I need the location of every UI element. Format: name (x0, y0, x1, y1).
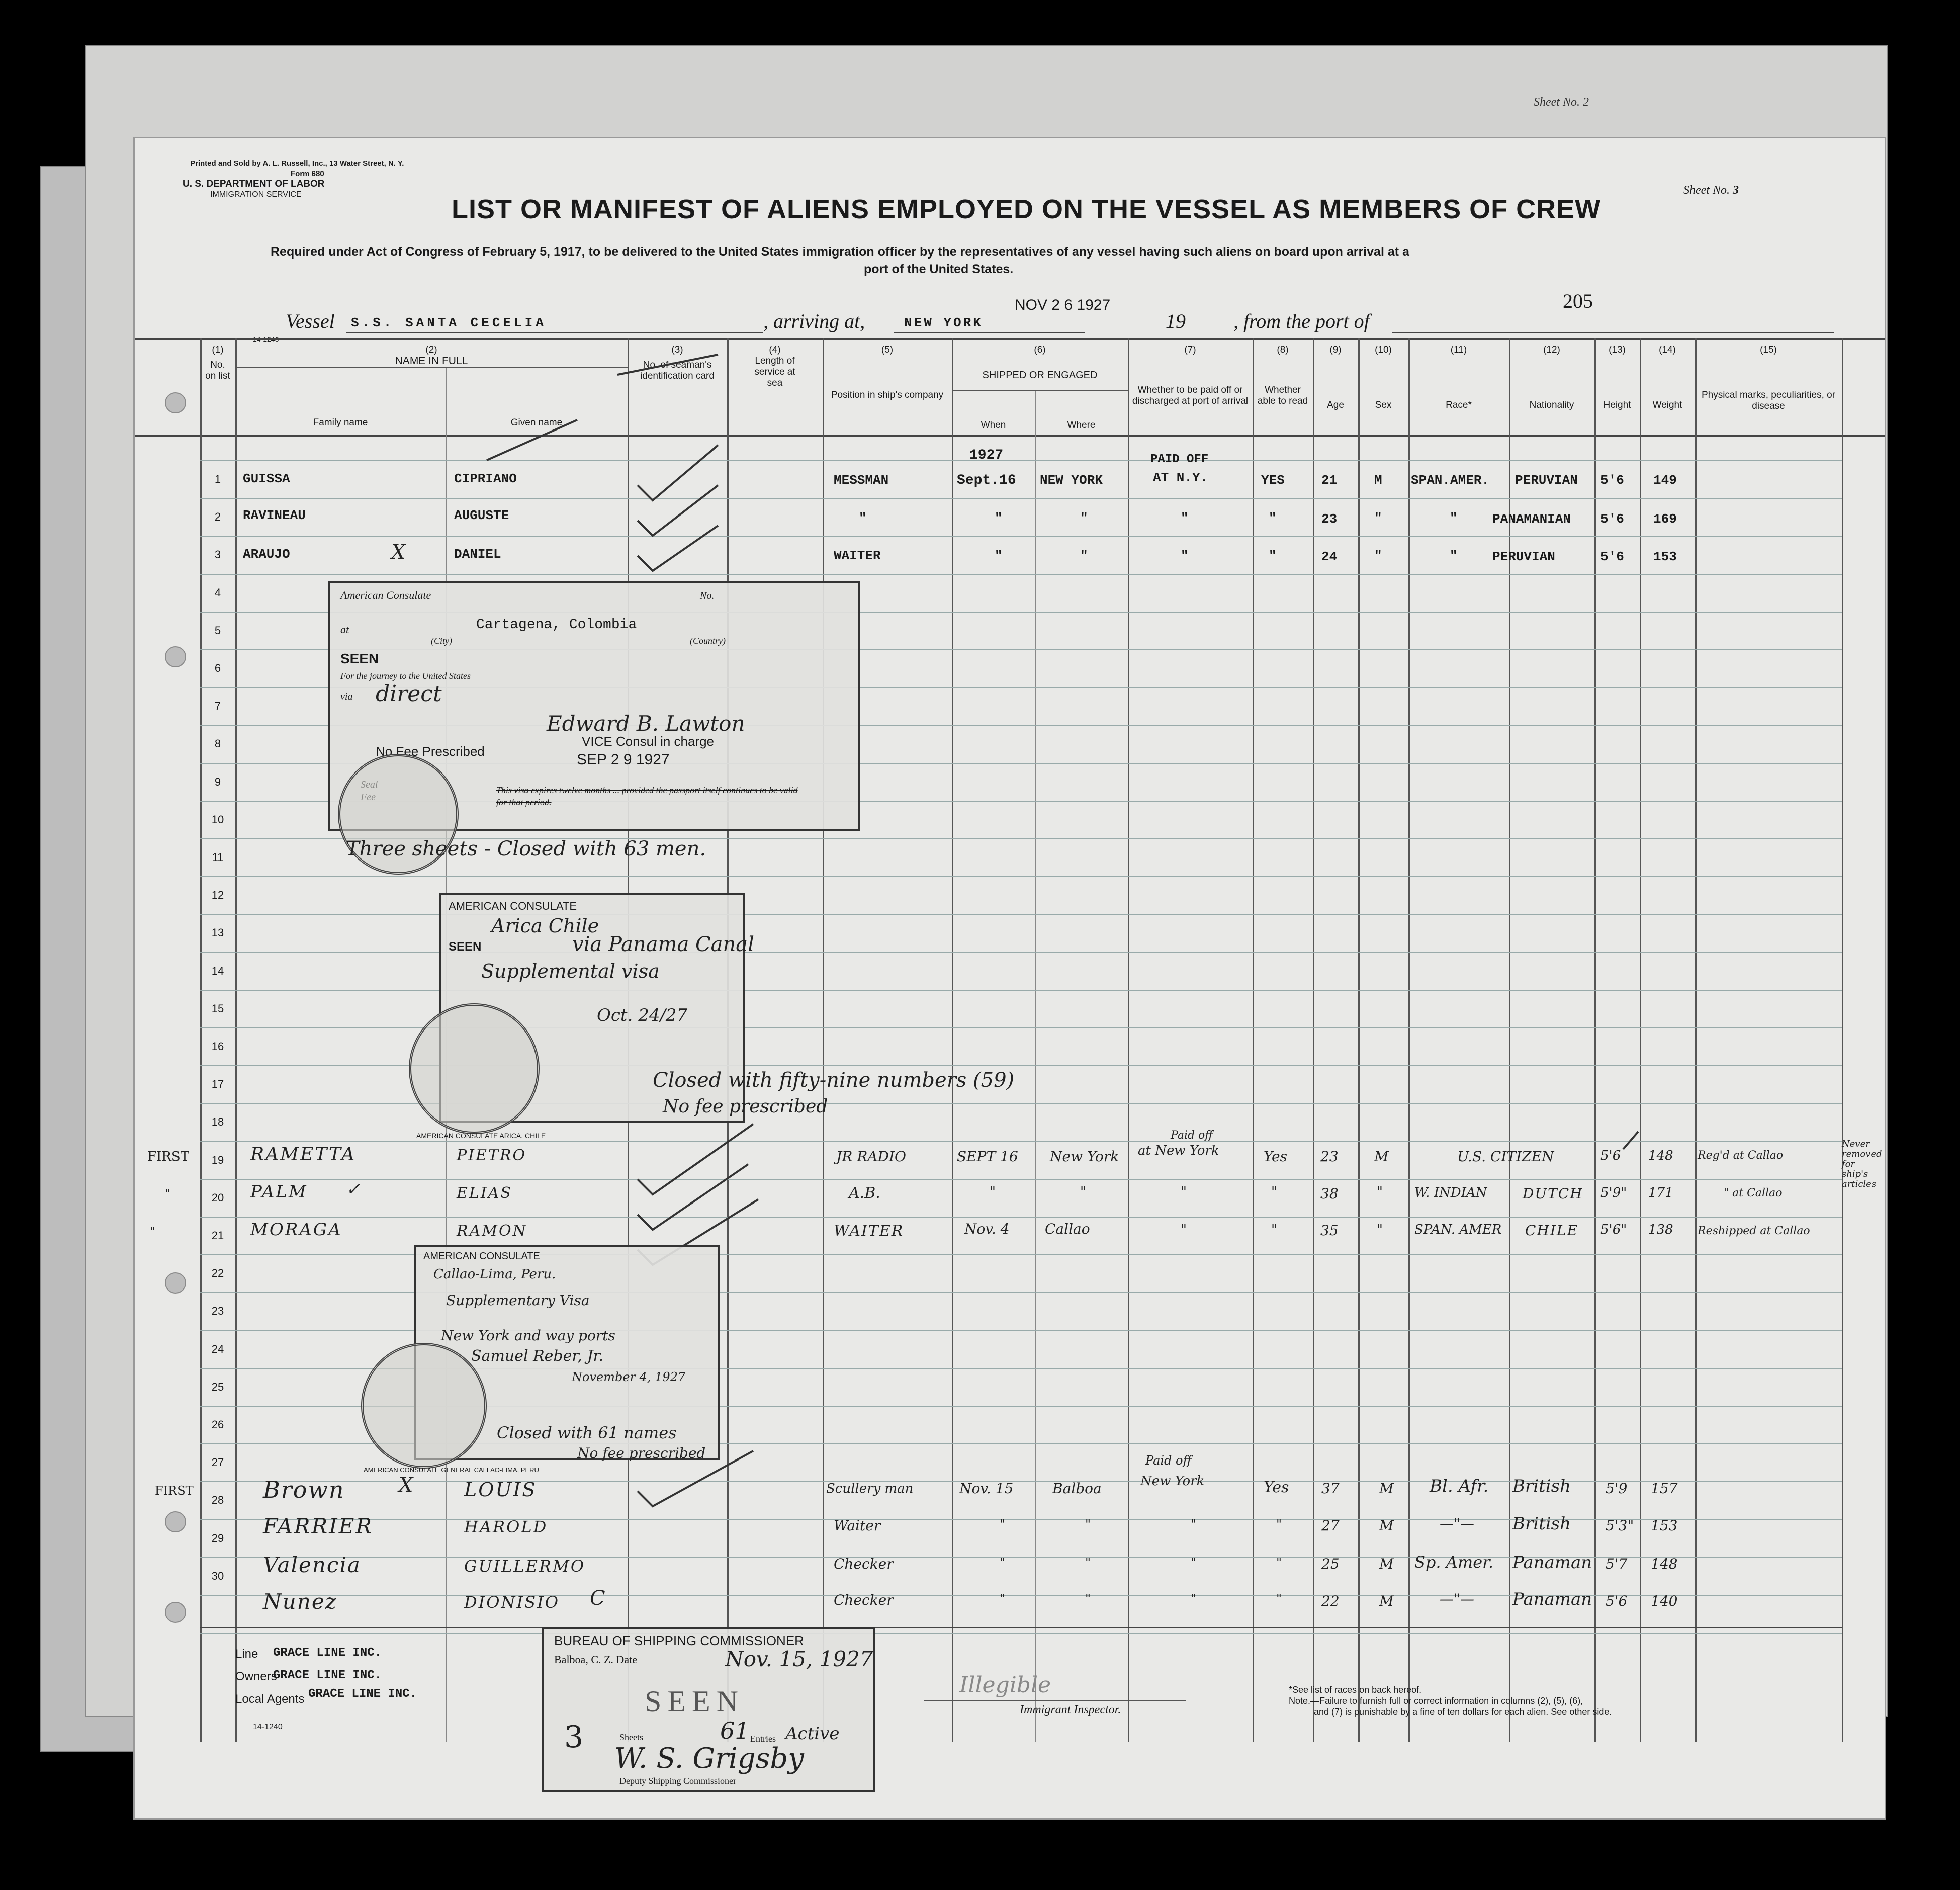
entry-2-race: " (1450, 510, 1458, 526)
entry-21-given: RAMON (457, 1222, 527, 1240)
colhead-height: Height (1603, 400, 1631, 410)
entry-19-class: FIRST (147, 1149, 190, 1164)
entry-28-paid-top: Paid off (1145, 1453, 1192, 1468)
colnum-15: (15) (1760, 345, 1777, 355)
entry-2-nationality: PANAMANIAN (1492, 511, 1571, 527)
consulate-3-seal-text: AMERICAN CONSULATE GENERAL CALLAO-LIMA, PERU (364, 1466, 539, 1474)
entry-1-paid-top: PAID OFF (1150, 453, 1209, 466)
arrival-port: NEW YORK (904, 315, 983, 330)
consulate-1-seen: SEEN (340, 651, 379, 666)
entry-1-height: 5'6 (1600, 473, 1624, 488)
row-number: 2 (214, 510, 221, 523)
subtitle-line-2: port of the United States. (864, 262, 1014, 276)
service-label: IMMIGRATION SERVICE (210, 190, 302, 199)
entry-30-race: Sp. Amer. (1414, 1553, 1494, 1572)
row-number: 12 (211, 889, 224, 901)
consulate-2-seal (409, 1003, 540, 1134)
entry-20-class: " (165, 1187, 171, 1201)
entry-19-remarks: Reg'd at Callao (1698, 1149, 1784, 1162)
entry-20-paid: " (1181, 1184, 1187, 1199)
entry-30-age: 25 (1321, 1556, 1340, 1572)
entry-20-remarks: " at Callao (1724, 1187, 1783, 1199)
entry-29-weight: 153 (1651, 1517, 1678, 1534)
row-number: 9 (214, 776, 221, 788)
consulate-1-fee: No Fee Prescribed (376, 744, 485, 759)
entry-28-when: Nov. 15 (959, 1480, 1014, 1497)
colhead-no-on-list: No. on list (205, 360, 230, 381)
footnote-note: Note.—Failure to furnish full or correct information in columns (2), (5), (6), (1289, 1696, 1583, 1706)
row-number: 26 (211, 1418, 224, 1431)
row-number: 1 (214, 473, 221, 485)
vessel-label: Vessel (286, 310, 335, 332)
footer-owners-value: GRACE LINE INC. (273, 1669, 382, 1682)
row-number: 19 (211, 1154, 224, 1166)
footer-agents-label: Local Agents (235, 1692, 305, 1706)
footer-code: 14-1240 (253, 1723, 283, 1731)
colhead-physical-marks: Physical marks, peculiarities, or disease (1701, 390, 1836, 411)
entry-1-nationality: PERUVIAN (1515, 473, 1578, 488)
year-label: 19 (1166, 310, 1186, 332)
entry-19-age: 23 (1320, 1148, 1339, 1165)
bureau-signature: W. S. Grigsby (614, 1742, 804, 1775)
side-remark: Never removed for ship's articles (1842, 1139, 1882, 1189)
entry-1-paid: AT N.Y. (1153, 470, 1208, 485)
consulate-1-date: SEP 2 9 1927 (577, 751, 670, 768)
colnum-8: (8) (1277, 345, 1289, 355)
row-number: 14 (211, 965, 224, 977)
colhead-given-name: Given name (510, 417, 563, 428)
entry-1-when-year: 1927 (969, 448, 1004, 463)
colhead-where: Where (1067, 420, 1096, 431)
consulate-1-at-label: at (340, 623, 349, 636)
top-sheet-label: Sheet No. 2 (1534, 96, 1589, 109)
entry-28-class: FIRST (155, 1484, 194, 1498)
footer-line-label: Line (235, 1647, 258, 1661)
entry-20-when: " (990, 1184, 996, 1199)
manifest-page (133, 137, 1886, 1820)
entry-21-position: WAITER (834, 1222, 904, 1240)
bureau-sheets: 3 (564, 1720, 584, 1755)
entry-29-read: " (1276, 1517, 1282, 1531)
colhead-position: Position in ship's company (831, 390, 944, 400)
entry-1-race: SPAN.AMER. (1411, 473, 1490, 488)
colnum-11: (11) (1450, 345, 1467, 355)
entry-21-family: MORAGA (250, 1220, 342, 1240)
entry-21-where: Callao (1045, 1221, 1090, 1237)
colnum-9: (9) (1329, 345, 1342, 355)
bureau-entries-label: Entries (750, 1734, 776, 1744)
entry-3-height: 5'6 (1600, 549, 1624, 564)
entry-2-where: " (1080, 510, 1088, 526)
consulate-1-city-label: (City) (431, 636, 452, 646)
entry-30-where: " (1085, 1556, 1091, 1570)
entry-19-when: SEPT 16 (957, 1148, 1018, 1165)
entry-19-read: Yes (1264, 1148, 1287, 1165)
entry-31-read: " (1276, 1592, 1282, 1606)
bureau-seen: SEEN (645, 1685, 744, 1718)
row-number: 28 (211, 1494, 224, 1506)
row-number: 5 (214, 624, 221, 637)
entry-3-nationality: PERUVIAN (1492, 549, 1555, 564)
entry-29-given: HAROLD (464, 1517, 548, 1536)
entry-20-race: W. INDIAN (1414, 1185, 1487, 1200)
entry-20-sex: " (1377, 1184, 1383, 1199)
entry-21-paid: " (1181, 1222, 1187, 1237)
footnote-races: *See list of races on back hereof. (1289, 1685, 1422, 1695)
entry-28-age: 37 (1321, 1480, 1340, 1497)
entry-21-age: 35 (1320, 1222, 1339, 1239)
colhead-age: Age (1327, 400, 1344, 410)
bureau-date: Nov. 15, 1927 (725, 1647, 873, 1671)
entry-21-nationality: CHILE (1525, 1222, 1578, 1239)
entry-1-given: CIPRIANO (454, 471, 517, 486)
consulate-2-via: via Panama Canal (572, 933, 754, 956)
footer-owners-label: Owners (235, 1670, 277, 1683)
entry-21-race: SPAN. AMER (1414, 1222, 1502, 1237)
entry-28-where: Balboa (1052, 1480, 1102, 1497)
colhead-race: Race* (1446, 400, 1472, 410)
entry-1-age: 21 (1321, 473, 1338, 488)
entry-21-read: " (1271, 1222, 1277, 1237)
entry-31-sex: M (1379, 1593, 1394, 1609)
entry-1-read: YES (1261, 473, 1285, 488)
entry-3-read: " (1269, 548, 1277, 563)
consulate-3-signature: Samuel Reber, Jr. (471, 1347, 604, 1365)
consulate-3-place: Callao-Lima, Peru. (433, 1267, 556, 1282)
note-three-sheets: Three sheets - Closed with 63 men. (346, 837, 706, 861)
entry-3-when: " (995, 548, 1003, 563)
vessel-name: S.S. SANTA CECELIA (351, 315, 547, 330)
entry-31-paid: " (1191, 1592, 1197, 1606)
consulate-3-closing: Closed with 61 names (497, 1423, 677, 1442)
entry-2-age: 23 (1321, 511, 1338, 527)
colhead-able-to-read: Whether able to read (1257, 385, 1308, 406)
consulate-2-seen: SEEN (449, 940, 482, 954)
row-number: 17 (211, 1078, 224, 1090)
row-number: 16 (211, 1040, 224, 1053)
arriving-label: , arriving at, (763, 310, 865, 332)
row-number: 15 (211, 1002, 224, 1015)
entry-3-weight: 153 (1653, 549, 1677, 564)
entry-19-given: PIETRO (457, 1147, 527, 1164)
consulate-1-country-label: (Country) (690, 636, 726, 646)
entry-21-remarks: Reshipped at Callao (1698, 1225, 1810, 1237)
colhead-paid-off: Whether to be paid off or discharged at port of arrival (1132, 385, 1249, 406)
entry-3-where: " (1080, 548, 1088, 563)
entry-30-read: " (1276, 1556, 1282, 1570)
department-label: U. S. DEPARTMENT OF LABOR (183, 179, 325, 189)
bureau-entries: 61 (720, 1717, 750, 1744)
row-number: 6 (214, 662, 221, 674)
inspector-label: Immigrant Inspector. (1020, 1703, 1121, 1716)
entry-2-position: " (859, 510, 867, 526)
colnum-10: (10) (1375, 345, 1392, 355)
entry-19-family: RAMETTA (250, 1144, 356, 1165)
entry-20-position: A.B. (849, 1184, 880, 1202)
printer-line: Printed and Sold by A. L. Russell, Inc., 13 Water Street, N. Y. (190, 159, 404, 168)
entry-31-position: Checker (834, 1592, 894, 1608)
entry-28-nationality: British (1512, 1476, 1571, 1496)
colhead-weight: Weight (1652, 400, 1682, 410)
entry-21-class: " (150, 1225, 156, 1239)
entry-28-family: Brown (263, 1476, 345, 1503)
entry-30-weight: 148 (1651, 1556, 1678, 1572)
consulate-1-journey: For the journey to the United States (340, 671, 471, 681)
entry-1-position: MESSMAN (834, 473, 889, 488)
colhead-shipped: SHIPPED OR ENGAGED (982, 370, 1098, 381)
entry-21-weight: 138 (1648, 1222, 1673, 1237)
row-number: 13 (211, 926, 224, 939)
consulate-1-via-label: via (340, 691, 353, 702)
colnum-4: (4) (769, 345, 781, 355)
entry-31-given: DIONISIO (464, 1593, 560, 1612)
entry-2-paid: " (1181, 510, 1189, 526)
consulate-1-note: This visa expires twelve months ... provided the passport itself continues to be valid for that period. (496, 785, 798, 807)
consulate-3-heading: AMERICAN CONSULATE (423, 1251, 540, 1262)
consulate-2-heading: AMERICAN CONSULATE (449, 900, 577, 912)
entry-30-height: 5'7 (1606, 1556, 1628, 1572)
colhead-family-name: Family name (313, 417, 368, 428)
entry-29-nationality: British (1512, 1514, 1571, 1534)
row-number: 21 (211, 1229, 224, 1242)
entry-29-sex: M (1379, 1517, 1394, 1534)
colhead-nationality: Nationality (1529, 400, 1574, 410)
consulate-2-signature: Supplemental visa (481, 960, 660, 982)
entry-19-sex: M (1374, 1148, 1389, 1165)
row-number: 18 (211, 1115, 224, 1128)
footer-line-value: GRACE LINE INC. (273, 1646, 382, 1660)
entry-31-age: 22 (1321, 1593, 1340, 1609)
entry-28-sex: M (1379, 1480, 1394, 1497)
row-number: 24 (211, 1343, 224, 1355)
colhead-length-of-service: Length of service at sea (754, 356, 795, 388)
entry-3-paid: " (1181, 548, 1189, 563)
entry-28-read: Yes (1264, 1479, 1289, 1496)
consulate-3-line1: Supplementary Visa (446, 1292, 590, 1309)
consulate-2-seal-text: AMERICAN CONSULATE ARICA, CHILE (416, 1132, 546, 1140)
entry-1-weight: 149 (1653, 473, 1677, 488)
colnum-12: (12) (1543, 345, 1560, 355)
consulate-3-seal (361, 1343, 487, 1469)
row-number: 11 (212, 851, 224, 864)
consulate-2-fee: No fee prescribed (663, 1096, 828, 1117)
check-marks (135, 138, 1885, 1818)
consulate-3-fee: No fee prescribed (577, 1445, 706, 1462)
entry-31-height: 5'6 (1606, 1593, 1628, 1609)
colnum-5: (5) (881, 345, 894, 355)
row-number: 29 (211, 1532, 224, 1544)
entry-21-when: Nov. 4 (964, 1221, 1010, 1237)
date-stamp: NOV 2 6 1927 (1015, 297, 1111, 313)
entry-3-given: DANIEL (454, 547, 501, 562)
entry-30-given: GUILLERMO (464, 1557, 586, 1576)
consulate-1-no-label: No. (700, 590, 715, 602)
colnum-7: (7) (1184, 345, 1196, 355)
bureau-place: Balboa, C. Z. Date (554, 1653, 637, 1666)
entry-30-position: Checker (834, 1556, 894, 1572)
entry-21-sex: " (1377, 1222, 1383, 1237)
colnum-2: (2) (425, 345, 437, 355)
entry-30-family: Valencia (263, 1553, 361, 1577)
entry-20-weight: 171 (1648, 1185, 1673, 1200)
entry-28-position: Scullery man (826, 1481, 914, 1496)
entry-30-nationality: Panaman (1512, 1553, 1592, 1573)
entry-20-nationality: DUTCH (1523, 1185, 1583, 1202)
consulate-1-via: direct (376, 681, 442, 707)
colhead-sex: Sex (1375, 400, 1392, 410)
bureau-heading: BUREAU OF SHIPPING COMMISSIONER (554, 1633, 804, 1648)
bureau-sheets-label: Sheets (619, 1732, 643, 1742)
entry-20-mark: ✓ (346, 1179, 361, 1199)
entry-29-family: FARRIER (263, 1514, 373, 1538)
entry-19-paid-top: Paid off (1171, 1129, 1213, 1142)
colhead-when: When (981, 420, 1006, 431)
entry-1-when: Sept.16 (957, 473, 1016, 488)
row-number: 7 (214, 700, 221, 712)
colhead-id-card: No. of seaman's identification card (640, 360, 715, 381)
entry-29-where: " (1085, 1517, 1091, 1531)
entry-30-when: " (1000, 1556, 1006, 1570)
entry-29-position: Waiter (834, 1517, 881, 1534)
entry-2-weight: 169 (1653, 511, 1677, 527)
row-number: 27 (211, 1456, 224, 1469)
row-number: 4 (214, 586, 221, 599)
consulate-1-officer: VICE Consul in charge (582, 734, 715, 749)
entry-29-race: —"— (1440, 1515, 1474, 1532)
consulate-1-heading: American Consulate (340, 589, 431, 602)
entry-2-family: RAVINEAU (243, 508, 306, 523)
entry-31-mark: C (590, 1587, 605, 1610)
entry-19-race: U.S. CITIZEN (1457, 1148, 1554, 1165)
entry-3-age: 24 (1321, 549, 1338, 564)
form-number: Form 680 (291, 169, 324, 178)
entry-28-given: LOUIS (464, 1479, 537, 1501)
consulate-1-signature: Edward B. Lawton (547, 711, 745, 736)
bureau-stamp (542, 1627, 875, 1792)
entry-3-position: WAITER (834, 548, 881, 563)
entry-1-sex: M (1374, 473, 1382, 488)
entry-2-height: 5'6 (1600, 511, 1624, 527)
inspector-underline (924, 1700, 1186, 1701)
entry-19-weight: 148 (1648, 1148, 1673, 1163)
consulate-2-closing: Closed with fifty-nine numbers (59) (653, 1069, 1015, 1092)
entry-28-mark: X (399, 1474, 413, 1497)
consulate-3-line2: New York and way ports (441, 1327, 615, 1344)
entry-31-where: " (1085, 1592, 1091, 1606)
row-number: 20 (211, 1191, 224, 1204)
colnum-13: (13) (1609, 345, 1626, 355)
entry-3-sex: " (1374, 548, 1382, 563)
entry-2-sex: " (1374, 510, 1382, 526)
entry-30-sex: M (1379, 1556, 1394, 1572)
entry-3-race: " (1450, 548, 1458, 563)
row-number: 22 (211, 1267, 224, 1279)
colnum-1: (1) (212, 345, 224, 355)
entry-28-weight: 157 (1651, 1480, 1678, 1497)
from-port-label: , from the port of (1233, 310, 1370, 332)
entry-2-read: " (1269, 510, 1277, 526)
bureau-title: Deputy Shipping Commissioner (619, 1776, 737, 1786)
entry-31-when: " (1000, 1592, 1006, 1606)
entry-2-when: " (995, 510, 1003, 526)
entry-19-height: 5'6 (1600, 1148, 1621, 1163)
entry-31-family: Nunez (263, 1589, 337, 1614)
consulate-stamp-cartagena (328, 581, 860, 831)
bureau-active: Active (785, 1724, 840, 1744)
sheet-number: Sheet No. 3 (1683, 184, 1739, 197)
colnum-3: (3) (671, 345, 683, 355)
entry-1-where: NEW YORK (1040, 473, 1103, 488)
entry-28-paid: New York (1140, 1474, 1205, 1489)
entry-29-age: 27 (1321, 1517, 1340, 1534)
page-title: LIST OR MANIFEST OF ALIENS EMPLOYED ON THE VESSEL AS MEMBERS OF CREW (452, 194, 1601, 224)
entry-3-family: ARAUJO (243, 547, 290, 562)
footer-agents-value: GRACE LINE INC. (308, 1687, 417, 1701)
entry-31-nationality: Panaman (1512, 1589, 1592, 1609)
entry-19-where: New York (1050, 1148, 1119, 1165)
entry-20-age: 38 (1320, 1185, 1339, 1202)
row-number: 23 (211, 1305, 224, 1317)
entry-31-race: —"— (1440, 1591, 1474, 1607)
entry-20-given: ELIAS (457, 1184, 512, 1202)
entry-31-weight: 140 (1651, 1593, 1678, 1609)
consulate-2-at: Arica Chile (491, 915, 599, 937)
consulate-3-date: November 4, 1927 (572, 1370, 686, 1384)
entry-20-where: " (1080, 1184, 1086, 1199)
page-number: 205 (1563, 290, 1593, 312)
consulate-2-date: Oct. 24/27 (597, 1005, 688, 1025)
colnum-6: (6) (1034, 345, 1046, 355)
entry-29-height: 5'3" (1606, 1517, 1634, 1534)
entry-19-position: JR RADIO (836, 1148, 906, 1165)
footnote-fine: and (7) is punishable by a fine of ten dollars for each alien. See other side. (1314, 1707, 1612, 1717)
entry-3-mark: X (391, 541, 406, 564)
inspector-signature: Illegible (959, 1672, 1051, 1698)
entry-29-paid: " (1191, 1517, 1197, 1531)
entry-29-when: " (1000, 1517, 1006, 1531)
entry-20-family: PALM (250, 1182, 308, 1202)
row-number: 10 (211, 813, 224, 826)
colhead-name-in-full: NAME IN FULL (395, 355, 468, 367)
entry-28-height: 5'9 (1606, 1480, 1628, 1497)
row-number: 25 (211, 1381, 224, 1393)
entry-2-given: AUGUSTE (454, 508, 509, 523)
entry-30-paid: " (1191, 1556, 1197, 1570)
entry-20-height: 5'9" (1600, 1185, 1627, 1200)
entry-19-paid: at New York (1138, 1143, 1219, 1158)
entry-20-read: " (1271, 1184, 1277, 1199)
entry-21-height: 5'6" (1600, 1222, 1627, 1237)
colnum-14: (14) (1659, 345, 1676, 355)
subtitle-line-1: Required under Act of Congress of February 5, 1917, to be delivered to the United States immigration officer by the representatives of any vessel having such aliens on board upon arrival at a (271, 245, 1409, 259)
entry-28-race: Bl. Afr. (1430, 1476, 1489, 1496)
row-number: 8 (214, 737, 221, 750)
row-number: 30 (211, 1570, 224, 1582)
row-number: 3 (214, 548, 221, 561)
consulate-1-city: Cartagena, Colombia (476, 617, 637, 633)
entry-1-family: GUISSA (243, 471, 290, 486)
